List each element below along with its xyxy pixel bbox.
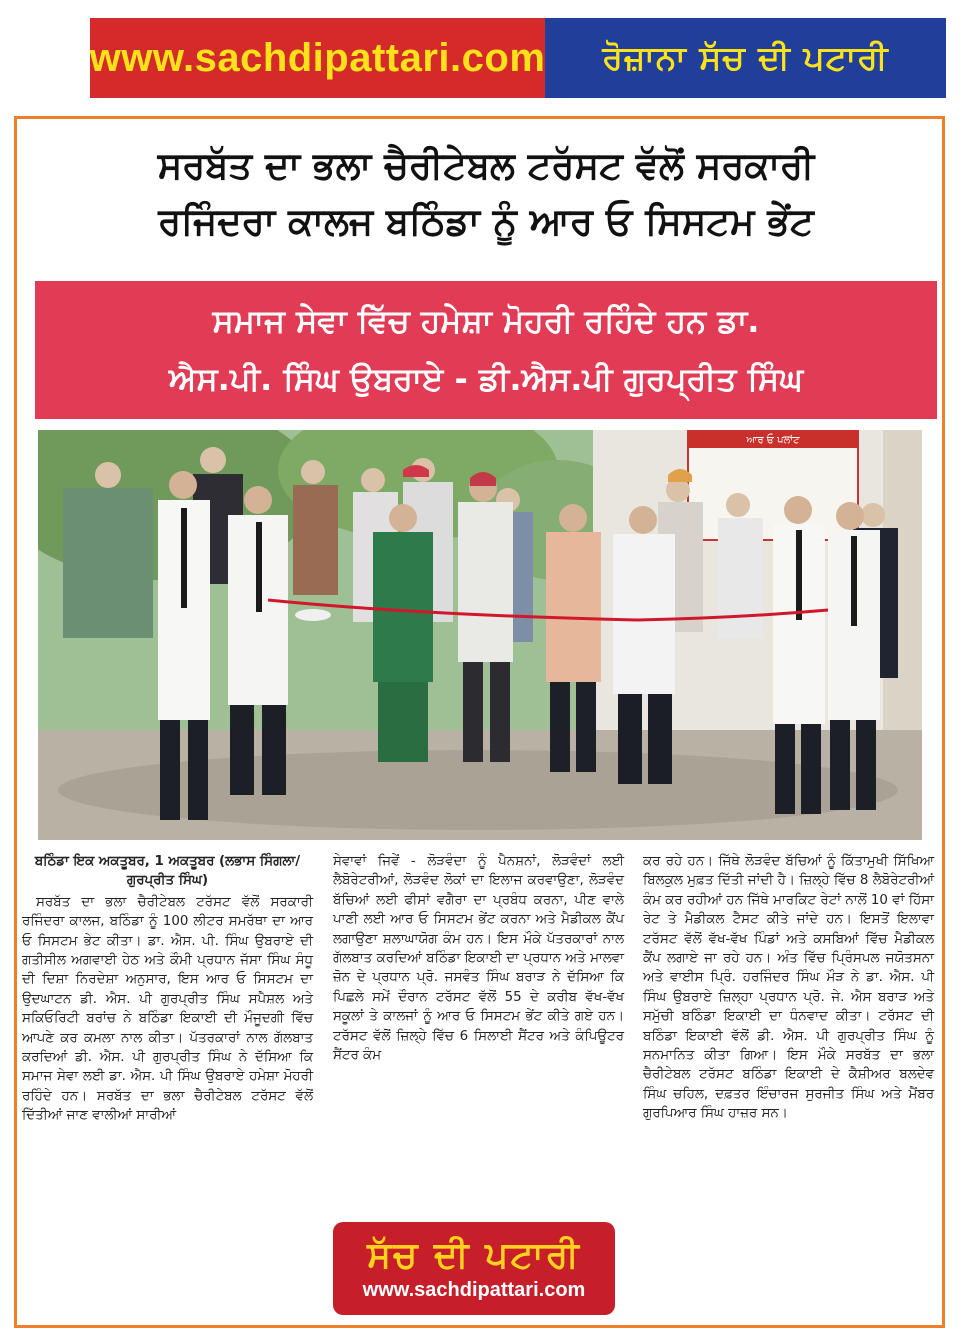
subheadline-box [35,281,937,419]
ribbon-cutting-photo [38,430,922,840]
paper-name: ਰੋਜ਼ਾਨਾ ਸੱਚ ਦੀ ਪਟਾਰੀ [602,38,889,77]
event-photo [38,430,922,840]
notice-board-title: ਆਰ ਓ ਪਲਾਂਟ [746,435,800,446]
logo-url[interactable]: www.sachdipattari.com [362,1278,586,1301]
headline-line-1: ਸਰਬੱਤ ਦਾ ਭਲਾ ਚੈਰੀਟੇਬਲ ਟਰੱਸਟ ਵੱਲੋਂ ਸਰਕਾਰੀ [157,144,815,187]
article-column-1-text: ਸਰਬੱਤ ਦਾ ਭਲਾ ਚੈਰੀਟੇਬਲ ਟਰੱਸਟ ਵੱਲੋਂ ਸਰਕਾਰੀ ਰਜਿੰਦਰਾ ਕਾਲਜ, ਬਠਿੰਡਾ ਨੂੰ 100 ਲੀਟਰ ਸਮਰੱਥਾ ਦਾ ਆਰ ਓ ਸਿਸਟਮ ਭੇਟ ਕੀਤਾ। ਡਾ. ਐਸ. ਪੀ. ਸਿੰਘ ਉਬਰਾਏ ਦੀ ਗਤੀਸੀਲ ਅਗਵਾਈ ਹੇਠ ਅਤੇ ਕੌਮੀ ਪ੍ਰਧਾਨ ਜੱਸਾ ਸਿੰਘ ਸੰਧੂ ਦੀ ਦਿਸ਼ਾ ਨਿਰਦੇਸ਼ਾ ਅਨੁਸਾਰ, ਇਸ ਆਰ ਓ ਸਿਸਟਮ ਦਾ ਉਦਘਾਟਨ ਡੀ. ਐਸ. ਪੀ ਗੁਰਪ੍ਰੀਤ ਸਿੰਘ ਸਪੈਸ਼ਲ ਅਤੇ ਸਕਿਓਰਿਟੀ ਬਰਾਂਚ ਨੇ ਬਠਿੰਡਾ ਇਕਾਈ ਦੀ ਮੌਜੂਦਗੀ ਵਿੱਚ ਆਪਣੇ ਕਰ ਕਮਲਾ ਨਾਲ ਕੀਤਾ। ਪੱਤਰਕਾਰਾਂ ਨਾਲ ਗੱਲਬਾਤ ਕਰਦਿਆਂ ਡੀ. ਐਸ. ਪੀ ਗੁਰਪ੍ਰੀਤ ਸਿੰਘ ਨੇ ਦੱਸਿਆ ਕਿ ਸਮਾਜ ਸੇਵਾ ਲਈ ਡਾ. ਐਸ. ਪੀ ਸਿੰਘ ਉਬਰਾਏ ਹਮੇਸ਼ਾ ਮੋਹਰੀ ਰਹਿੰਦੇ ਹਨ। ਸਰਬੱਤ ਦਾ ਭਲਾ ਚੈਰੀਟੇਬਲ ਟਰੱਸਟ ਵੱਲੋਂ ਦਿੱਤੀਆਂ ਜਾਣ ਵਾਲੀਆਂ ਸਾਰੀਆਂ [22,894,313,1124]
headline [30,138,942,250]
headline-line-2: ਰਜਿੰਦਰਾ ਕਾਲਜ ਬਠਿੰਡਾ ਨੂੰ ਆਰ ਓ ਸਿਸਟਮ ਭੇਂਟ [158,200,814,243]
article-column-3 [643,852,934,1124]
article-column-1 [22,852,313,1126]
website-url[interactable]: www.sachdipattari.com [89,35,546,80]
logo-title: ਸੱਚ ਦੀ ਪਟਾਰੀ [367,1234,581,1276]
subheadline-line-2: ਐਸ.ਪੀ. ਸਿੰਘ ਉਬਰਾਏ - ਡੀ.ਐਸ.ਪੀ ਗੁਰਪ੍ਰੀਤ ਸਿੰਘ [168,360,804,398]
subheadline-line-1: ਸਮਾਜ ਸੇਵਾ ਵਿੱਚ ਹਮੇਸ਼ਾ ਮੋਹਰੀ ਰਹਿੰਦੇ ਹਨ ਡਾ. [212,302,760,340]
masthead-banner [90,18,946,98]
paper-name-panel [545,18,946,98]
article-column-2 [333,852,624,1065]
newspaper-logo [333,1222,615,1315]
article-dateline: ਬਠਿੰਡਾ ਇਕ ਅਕਤੂਬਰ, 1 ਅਕਤੂਬਰ (ਲਭਾਸ ਸਿੰਗਲਾ/ਗੁਰਪ੍ਰੀਤ ਸਿੰਘ) [34,854,301,889]
article-column-2-text: ਸੇਵਾਵਾਂ ਜਿਵੇਂ - ਲੋੜਵੰਦਾ ਨੂੰ ਪੈਨਸ਼ਨਾਂ, ਲੋੜਵੰਦਾਂ ਲਈ ਲੈਬੋਰੇਟਰੀਆਂ, ਲੋੜਵੰਦ ਲੋਕਾਂ ਦਾ ਇਲਾਜ ਕਰਵਾਉਣਾ, ਲੋੜਵੰਦ ਬੱਚਿਆਂ ਲਈ ਫੀਸਾਂ ਵਗੈਰਾ ਦਾ ਪ੍ਰਬੰਧ ਕਰਨਾ, ਪੀਣ ਵਾਲੇ ਪਾਣੀ ਲਈ ਆਰ ਓ ਸਿਸਟਮ ਭੇਂਟ ਕਰਨਾ ਅਤੇ ਮੈਡੀਕਲ ਕੈਂਪ ਲਗਾਉਣਾ ਸ਼ਲਾਘਾਯੋਗ ਕੰਮ ਹਨ। ਇਸ ਮੌਕੇ ਪੱਤਰਕਾਰਾਂ ਨਾਲ ਗੱਲਬਾਤ ਕਰਦਿਆਂ ਬਠਿੰਡਾ ਇਕਾਈ ਦਾ ਪ੍ਰਧਾਨ ਅਤੇ ਮਾਲਵਾ ਜ਼ੋਨ ਦੇ ਪ੍ਰਧਾਨ ਪ੍ਰੋ. ਜਸਵੰਤ ਸਿੰਘ ਬਰਾੜ ਨੇ ਦੱਸਿਆ ਕਿ ਪਿਛਲੇ ਸਮੇਂ ਦੌਰਾਨ ਟਰੱਸਟ ਵੱਲੋਂ 55 ਦੇ ਕਰੀਬ ਵੱਖ-ਵੱਖ ਸਕੂਲਾਂ ਤੇ ਕਾਲਜਾਂ ਨੂੰ ਆਰ ਓ ਸਿਸਟਮ ਭੇਂਟ ਕੀਤੇ ਗਏ ਹਨ। ਟਰੱਸਟ ਵੱਲੋਂ ਜ਼ਿਲ੍ਹੇ ਵਿੱਚ 6 ਸਿਲਾਈ ਸੈਂਟਰ ਅਤੇ ਕੰਪਿਊਟਰ ਸੈਂਟਰ ਕੰਮ [333,854,624,1064]
website-panel [90,18,545,98]
article-column-3-text: ਕਰ ਰਹੇ ਹਨ। ਜਿੱਥੇ ਲੋੜਵੰਦ ਬੱਚਿਆਂ ਨੂੰ ਕਿੱਤਾਮੁਖੀ ਸਿੱਖਿਆ ਬਿਲਕੁਲ ਮੁਫ਼ਤ ਦਿੱਤੀ ਜਾਂਦੀ ਹੈ। ਜ਼ਿਲ੍ਹੇ ਵਿੱਚ 8 ਲੈਬੋਰੇਟਰੀਆਂ ਕੰਮ ਕਰ ਰਹੀਆਂ ਹਨ ਜਿੱਥੇ ਮਾਰਕਿਟ ਰੇਟਾਂ ਨਾਲੋਂ 10 ਵਾਂ ਹਿੱਸਾ ਰੇਟ ਤੇ ਮੈਡੀਕਲ ਟੈਸਟ ਕੀਤੇ ਜਾਂਦੇ ਹਨ। ਇਸਤੋਂ ਇਲਾਵਾ ਟਰੱਸਟ ਵੱਲੋਂ ਵੱਖ-ਵੱਖ ਪਿੰਡਾਂ ਅਤੇ ਕਸਬਿਆਂ ਵਿੱਚ ਮੈਡੀਕਲ ਕੈਂਪ ਲਗਾਏ ਜਾ ਰਹੇ ਹਨ। ਅੰਤ ਵਿੱਚ ਪ੍ਰਿੰਸਪਲ ਜਯੋਤਸਨਾ ਅਤੇ ਵਾਈਸ ਪ੍ਰਿੰ. ਹਰਜਿੰਦਰ ਸਿੰਘ ਮੌੜ ਨੇ ਡਾ. ਐਸ. ਪੀ ਸਿੰਘ ਉਬਰਾਏ ਜ਼ਿਲ੍ਹਾ ਪ੍ਰਧਾਨ ਪ੍ਰੋ. ਜੇ. ਐਸ ਬਰਾੜ ਅਤੇ ਸਮੁੱਚੀ ਬਠਿੰਡਾ ਇਕਾਈ ਦਾ ਧੰਨਵਾਦ ਕੀਤਾ। ਟਰੱਸਟ ਦੀ ਬਠਿੰਡਾ ਇਕਾਈ ਵੱਲੋਂ ਡੀ. ਐਸ. ਪੀ ਗੁਰਪ੍ਰੀਤ ਸਿੰਘ ਨੂੰ ਸਨਮਾਨਿਤ ਕੀਤਾ ਗਿਆ। ਇਸ ਮੌਕੇ ਸਰਬੱਤ ਦਾ ਭਲਾ ਚੈਰੀਟੇਬਲ ਟਰੱਸਟ ਬਠਿੰਡਾ ਇਕਾਈ ਦੇ ਕੈਸ਼ੀਅਰ ਬਲਦੇਵ ਸਿੰਘ ਚਹਿਲ, ਦਫ਼ਤਰ ਇੰਚਾਰਜ ਸੁਰਜੀਤ ਸਿੰਘ ਅਤੇ ਮੈਂਬਰ ਗੁਰਪਿਆਰ ਸਿੰਘ ਹਾਜ਼ਰ ਸਨ। [643,854,934,1122]
